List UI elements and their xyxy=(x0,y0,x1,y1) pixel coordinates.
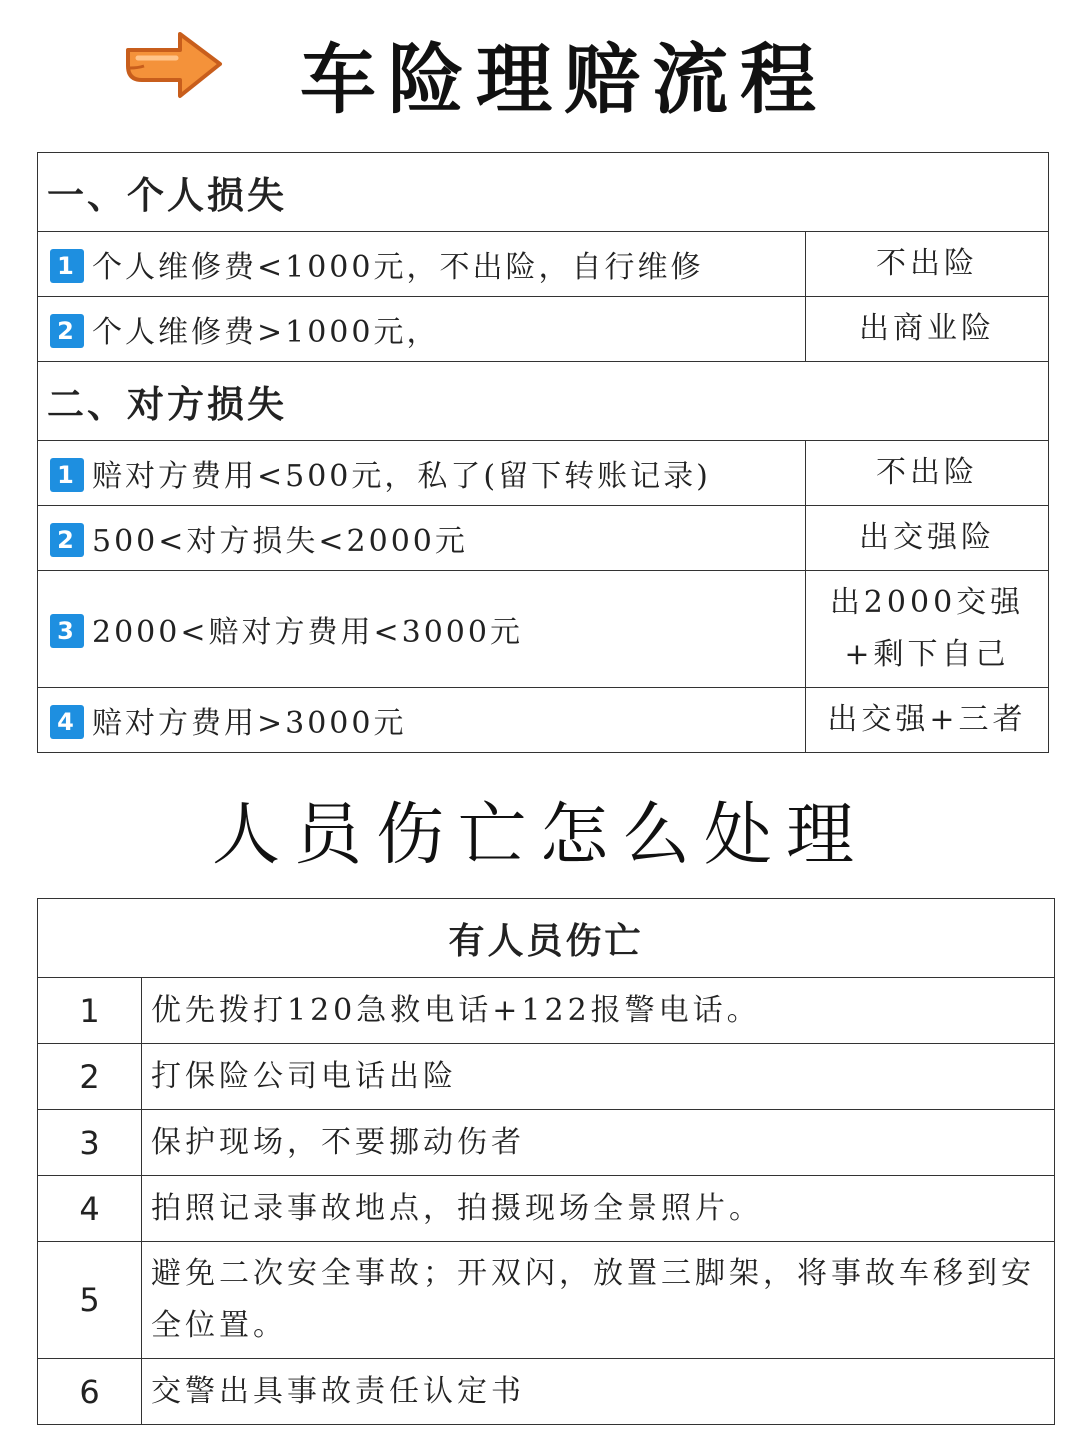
step-text: 拍照记录事故地点，拍摄现场全景照片。 xyxy=(142,1176,1055,1242)
table-row xyxy=(38,232,1049,297)
table-row xyxy=(38,688,1049,753)
row-action xyxy=(806,571,1049,688)
action-text: 不出险 xyxy=(876,246,978,281)
row-description xyxy=(38,571,806,688)
step-text: 避免二次安全事故；开双闪，放置三脚架，将事故车移到安全位置。 xyxy=(142,1242,1055,1359)
pointing-hand-icon xyxy=(122,28,226,102)
table-row xyxy=(38,571,1049,688)
page-title: 车险理赔流程 xyxy=(300,35,828,124)
row-description xyxy=(38,688,806,753)
number-badge: 2 xyxy=(50,523,84,557)
section-heading: 一、个人损失 xyxy=(38,153,1049,232)
table-row xyxy=(38,978,1055,1044)
number-badge: 1 xyxy=(50,458,84,492)
action-text: 出商业险 xyxy=(859,311,995,346)
description-text: 个人维修费<1000元，不出险，自行维修 xyxy=(92,250,704,285)
description-text: 个人维修费>1000元， xyxy=(92,315,440,350)
step-number: 4 xyxy=(38,1176,142,1242)
action-text: +剩下自己 xyxy=(844,637,1010,672)
section-title: 人员伤亡怎么处理 xyxy=(211,796,868,875)
description-text: 赔对方费用<500元，私了(留下转账记录) xyxy=(92,459,711,494)
step-number: 2 xyxy=(38,1044,142,1110)
action-text: 出交强险 xyxy=(859,520,995,555)
section-heading: 二、对方损失 xyxy=(38,362,1049,441)
step-text: 打保险公司电话出险 xyxy=(142,1044,1055,1110)
number-badge: 2 xyxy=(50,314,84,348)
section-heading-row xyxy=(38,362,1049,441)
step-text: 保护现场，不要挪动伤者 xyxy=(142,1110,1055,1176)
table-row xyxy=(38,297,1049,362)
description-text: 500<对方损失<2000元 xyxy=(92,524,468,559)
action-text: 不出险 xyxy=(876,455,978,490)
table-row xyxy=(38,506,1049,571)
description-text: 赔对方费用>3000元 xyxy=(92,706,407,741)
casualty-table xyxy=(37,898,1055,1425)
table-row xyxy=(38,1242,1055,1359)
step-number: 6 xyxy=(38,1359,142,1425)
row-description xyxy=(38,297,806,362)
row-action xyxy=(806,688,1049,753)
table-row xyxy=(38,1044,1055,1110)
step-number: 1 xyxy=(38,978,142,1044)
description-text: 2000<赔对方费用<3000元 xyxy=(92,615,523,650)
step-number: 3 xyxy=(38,1110,142,1176)
section-heading-row xyxy=(38,153,1049,232)
row-action xyxy=(806,297,1049,362)
table-row xyxy=(38,1359,1055,1425)
step-text: 交警出具事故责任认定书 xyxy=(142,1359,1055,1425)
claims-table xyxy=(37,152,1049,753)
action-text: 出2000交强 xyxy=(829,585,1025,620)
number-badge: 1 xyxy=(50,249,84,283)
table-row xyxy=(38,1176,1055,1242)
row-description xyxy=(38,441,806,506)
title-row xyxy=(0,22,1080,134)
step-text: 优先拨打120急救电话+122报警电话。 xyxy=(142,978,1055,1044)
row-description xyxy=(38,232,806,297)
number-badge: 3 xyxy=(50,614,84,648)
row-action xyxy=(806,441,1049,506)
table-row xyxy=(38,441,1049,506)
row-description xyxy=(38,506,806,571)
table-heading: 有人员伤亡 xyxy=(38,899,1055,978)
number-badge: 4 xyxy=(50,705,84,739)
row-action xyxy=(806,232,1049,297)
table-row xyxy=(38,1110,1055,1176)
row-action xyxy=(806,506,1049,571)
step-number: 5 xyxy=(38,1242,142,1359)
table-heading-row xyxy=(38,899,1055,978)
action-text: 出交强+三者 xyxy=(827,702,1027,737)
